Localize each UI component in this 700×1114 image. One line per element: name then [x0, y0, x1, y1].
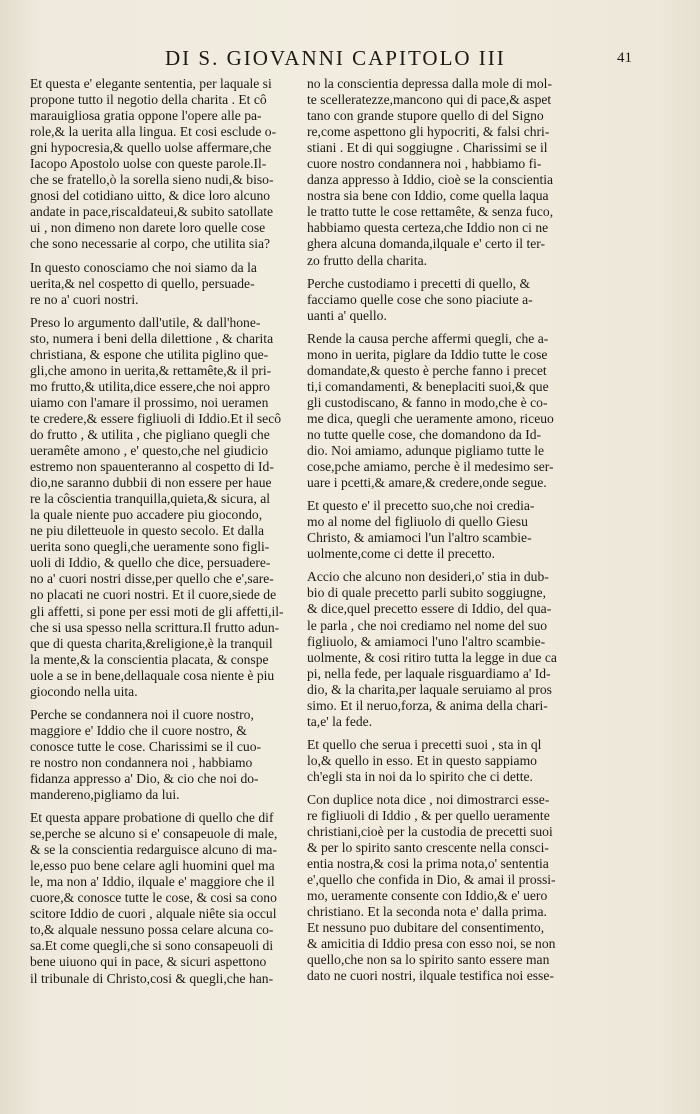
- text-line: mandereno,pigliamo da lui.: [30, 787, 180, 803]
- text-line: re la côscientia tranquilla,quieta,& sicura, al: [30, 491, 271, 507]
- text-line: pi, nella fede, per laquale risguardiamo a' Id-: [307, 665, 551, 681]
- text-line: no a' cuori nostri disse,per quello che e',sare-: [30, 571, 274, 587]
- text-line: christiano. Et la seconda nota e' dalla prima.: [307, 904, 547, 920]
- text-line: le parla , che noi crediamo nel nome del suo: [307, 617, 548, 633]
- text-line: Et quello che serua i precetti suoi , sta in ql: [307, 736, 542, 752]
- text-line: il tribunale di Christo,cosi & quegli,che han-: [30, 970, 274, 986]
- text-line: nostra sia bene con Iddio, come quella laqua: [307, 188, 549, 204]
- text-line: Perche se condannera noi il cuore nostro,: [30, 706, 254, 722]
- text-line: conosce tutte le cose. Charissimi se il cuo-: [30, 738, 262, 754]
- text-line: habbiamo questa certeza,che Iddio non ci ne: [307, 220, 549, 236]
- text-line: dio, & la charita,per laquale seruiamo al pros: [307, 681, 552, 697]
- text-line: se,perche se alcuno si e' consapeuole di male,: [30, 826, 278, 842]
- left-text-column: [30, 76, 298, 994]
- text-line: no tutte quelle cose, che domandono da Id-: [307, 426, 542, 442]
- text-line: tano con grande stupore quello di del Signo: [307, 108, 544, 124]
- text-line: cose,pche amiamo, perche è il medesimo ser-: [307, 459, 554, 475]
- text-line: bene uiuono qui in pace, & sicuri aspettono: [30, 954, 267, 970]
- text-line: uare i pcetti,& amare,& credere,onde segue.: [307, 475, 547, 491]
- text-line: te scelleratezze,mancono qui di pace,& aspet: [307, 92, 552, 108]
- text-line: ghera alcuna domanda,ilquale e' certo il ter-: [307, 236, 546, 252]
- text-line: te credere,& essere figliuoli di Iddio.Et il secô: [30, 410, 282, 426]
- text-line: & per lo spirito santo crescente nella consci-: [307, 840, 549, 856]
- text-line: Con duplice nota dice , noi dimostrarci esse-: [307, 791, 550, 807]
- text-line: to,& alquale nessuno possa celare alcuna co-: [30, 922, 274, 938]
- text-line: la mente,& la conscientia placata, & conspe: [30, 651, 269, 667]
- text-line: entia nostra,& cosi la prima nota,o' sententia: [307, 856, 549, 872]
- text-line: andate in pace,riscaldateui,& subito satollate: [30, 204, 274, 220]
- text-line: mo al nome del figliuolo di quello Giesu: [307, 514, 528, 530]
- text-line: ui , non dimeno non darete loro quelle cose: [30, 220, 266, 236]
- text-line: ne piu diletteuole in questo secolo. Et dalla: [30, 523, 265, 539]
- text-line: figliuolo, & amiamoci l'uno l'altro scambie-: [307, 633, 546, 649]
- paragraph: [307, 569, 575, 729]
- text-line: gnosi del cotidiano uitto, & dice loro alcuno: [30, 188, 271, 204]
- text-line: re no a' cuori nostri.: [30, 291, 139, 307]
- paragraph: [307, 76, 575, 269]
- text-line: che sono necessarie al corpo, che utilita sia?: [30, 236, 271, 252]
- text-line: dio,ne saranno dubbii di non essere per haue: [30, 475, 272, 491]
- text-line: che si usa spesso nella scrittura.Il frutto adun-: [30, 619, 280, 635]
- text-line: danza appresso à Iddio, cioè se la conscientia: [307, 172, 554, 188]
- text-line: cuore,& conosce tutte le cose, & cosi sa cono: [30, 890, 277, 906]
- text-line: sa.Et come quegli,che si sono consapeuoli di: [30, 938, 274, 954]
- text-line: maggiore e' Iddio che il cuore nostro, &: [30, 722, 247, 738]
- text-line: Et questa e' elegante sententia, per laquale si: [30, 76, 272, 91]
- text-line: giocondo nella uita.: [30, 683, 138, 699]
- text-line: le tratto tutte le cose rettamête, & senza fuco,: [307, 204, 554, 220]
- running-header: [165, 46, 635, 72]
- text-line: me dica, quegli che ueramente amono, riceuo: [307, 410, 554, 426]
- text-line: uolmente,come ci dette il precetto.: [307, 546, 495, 562]
- text-line: uerita sono quegli,che ueramente sono figli-: [30, 539, 270, 555]
- text-line: Accio che alcuno non desideri,o' stia in dub-: [307, 569, 549, 585]
- paragraph: [30, 76, 298, 253]
- text-line: Christo, & amiamoci l'un l'altro scambie-: [307, 530, 532, 546]
- text-line: Perche custodiamo i precetti di quello, &: [307, 275, 531, 291]
- text-line: gli custodiscano, & fanno in modo,che è co-: [307, 394, 548, 410]
- paragraph: [30, 707, 298, 803]
- text-line: no placati ne cuori nostri. Et il cuore,siede de: [30, 587, 277, 603]
- text-line: domandate,& questo è perche fanno i precet: [307, 362, 547, 378]
- text-line: uolmente, & cosi ritiro tutta la legge in due ca: [307, 649, 557, 665]
- text-line: uiamo con l'amare il prossimo, noi ueramen: [30, 394, 269, 410]
- text-line: sto, numera i beni della dilettione , & charita: [30, 330, 274, 346]
- text-line: Rende la causa perche affermi quegli, che a-: [307, 330, 549, 346]
- paragraph: [30, 260, 298, 308]
- text-line: ueramête amono , e' questo,che nel giudicio: [30, 443, 268, 459]
- text-line: christiana, & espone che utilita piglino que-: [30, 346, 269, 362]
- text-line: Preso lo argumento dall'utile, & dall'hone-: [30, 314, 261, 330]
- text-line: simo. Et il neruo,forza, & anima della chari-: [307, 697, 548, 713]
- text-line: re nostro non condannera noi , habbiamo: [30, 754, 253, 770]
- text-line: do frutto , & utilita , che pigliano quegli che: [30, 426, 270, 442]
- text-line: gli affetti, si pone per essi moti de gli affetti,il-: [30, 603, 284, 619]
- text-line: re figliuoli di Iddio , & per quello ueramente: [307, 808, 550, 824]
- text-line: & amicitia di Iddio presa con esso noi, se non: [307, 936, 556, 952]
- text-line: dato ne cuori nostri, ilquale testifica noi esse-: [307, 968, 554, 984]
- text-line: uanti a' quello.: [307, 307, 387, 323]
- text-line: no la conscientia depressa dalla mole di mol-: [307, 76, 552, 91]
- text-line: uoli di Iddio, & quello che dice, persuadere-: [30, 555, 271, 571]
- text-line: e',quello che confida in Dio, & amai il prossi-: [307, 872, 556, 888]
- paragraph: [30, 810, 298, 987]
- text-line: stiani . Et di qui soggiugne . Charissimi se il: [307, 140, 548, 156]
- text-line: & dice,quel precetto essere di Iddio, del qua-: [307, 601, 552, 617]
- text-line: mo, ueramente consente con Iddio,& e' uero: [307, 888, 548, 904]
- paragraph: [307, 276, 575, 324]
- text-line: que di questa charita,&religione,è la tranquil: [30, 635, 273, 651]
- text-line: le,esso puo bene celare agli huomini quel ma: [30, 858, 275, 874]
- text-line: quello,che non sa lo spirito santo essere man: [307, 952, 550, 968]
- text-line: ta,e' la fede.: [307, 713, 373, 729]
- text-line: le, ma non a' Iddio, ilquale e' maggiore che il: [30, 874, 275, 890]
- text-line: dio. Noi amiamo, adunque pigliamo tutte le: [307, 443, 545, 459]
- text-line: mono in uerita, piglare da Iddio tutte le cose: [307, 346, 548, 362]
- page-number: 41: [617, 50, 632, 66]
- text-line: christiani,cioè per la custodia de precetti suoi: [307, 824, 553, 840]
- text-line: gni hypocresia,& quello uolse affermare,che: [30, 140, 272, 156]
- header-title: DI S. GIOVANNI CAPITOLO III: [165, 46, 506, 70]
- paragraph: [307, 498, 575, 562]
- paragraph: [307, 331, 575, 491]
- text-line: cuore nostro condannera noi , habbiamo fi-: [307, 156, 542, 172]
- text-line: ti,i comandamenti, & beneplaciti suoi,& que: [307, 378, 549, 394]
- text-line: gli,che amono in uerita,& rettamête,& il pri-: [30, 362, 272, 378]
- text-line: mo frutto,& utilita,dice essere,che noi appro: [30, 378, 271, 394]
- text-line: & se la conscientia redarguisce alcuno di ma-: [30, 842, 277, 858]
- text-line: che se fratello,ò la sorella sieno nudi,& biso-: [30, 172, 274, 188]
- paragraph: [307, 737, 575, 785]
- text-line: Et questa appare probatione di quello che dif: [30, 810, 274, 826]
- text-line: ch'egli sta in noi da lo spirito che ci dette.: [307, 768, 533, 784]
- text-line: Iacopo Apostolo uolse con queste parole.Il-: [30, 156, 267, 172]
- text-line: la quale niente puo accadere piu giocondo,: [30, 507, 263, 523]
- text-line: lo,& quello in esso. Et in questo sappiamo: [307, 752, 537, 768]
- text-line: estremo non spauenteranno al cospetto di Id-: [30, 459, 274, 475]
- text-line: fidanza appresso a' Dio, & cio che noi do-: [30, 770, 259, 786]
- text-line: In questo conosciamo che noi siamo da la: [30, 259, 257, 275]
- text-line: role,& la uerita alla lingua. Et cosi esclude o-: [30, 124, 277, 140]
- text-line: zo frutto della charita.: [307, 252, 428, 268]
- text-line: scitore Iddio de cuori , alquale niête sia occul: [30, 906, 277, 922]
- text-line: bio di quale precetto parli subito soggiugne,: [307, 585, 546, 601]
- paragraph: [307, 792, 575, 985]
- text-line: uerita,& nel cospetto di quello, persuade-: [30, 275, 255, 291]
- text-line: propone tutto il negotio della charita . Et cô: [30, 92, 267, 108]
- text-line: Et nessuno puo dubitare del consentimento,: [307, 920, 545, 936]
- paragraph: [30, 315, 298, 700]
- text-line: re,come aspettono gli hypocriti, & falsi chri-: [307, 124, 550, 140]
- text-line: uole a se in bene,dellaquale cosa niente è piu: [30, 667, 275, 683]
- right-text-column: [307, 76, 575, 992]
- text-line: Et questo e' il precetto suo,che noi credia-: [307, 498, 535, 514]
- text-line: facciamo quelle cose che sono piaciute a-: [307, 291, 533, 307]
- text-line: marauigliosa gratia oppone l'opere alle pa-: [30, 108, 262, 124]
